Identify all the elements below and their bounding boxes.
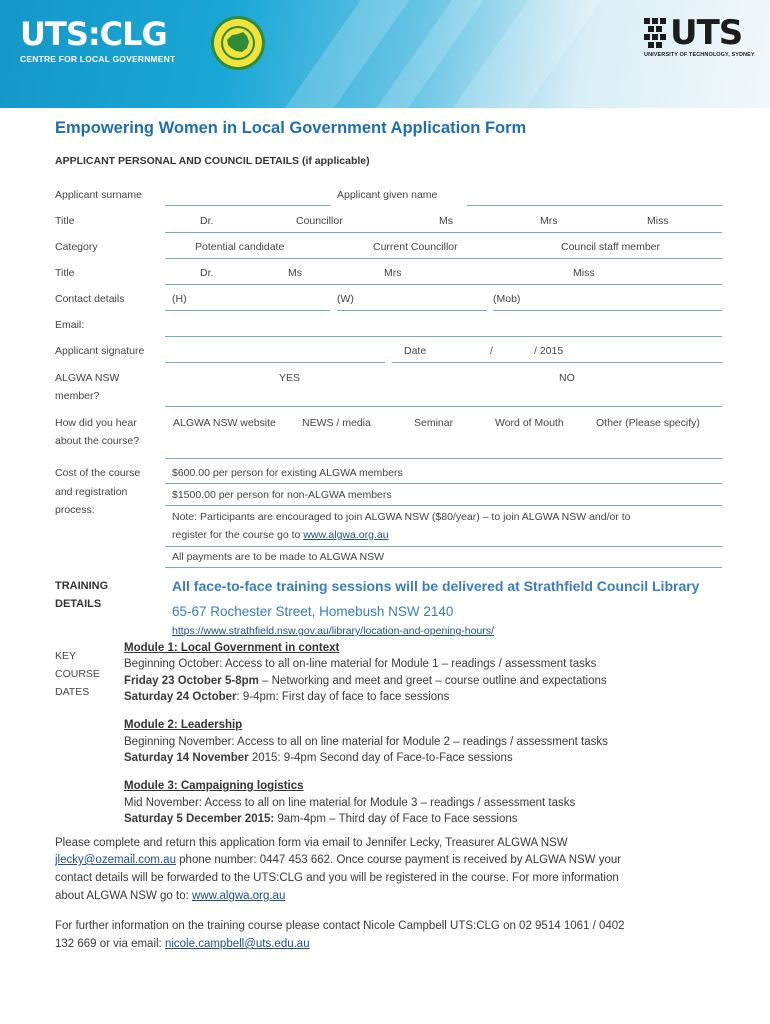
footer-algwa-link[interactable]: www.algwa.org.au: [192, 890, 286, 902]
given-name-label: Applicant given name: [337, 189, 438, 201]
module3-heading: Module 3: Campaigning logistics: [124, 780, 304, 792]
hear-row-rule: [165, 458, 722, 459]
title2-row-rule: [165, 284, 722, 285]
uts-clg-logo-text: UTS:CLG: [20, 15, 167, 53]
module1-line2-date: Friday 23 October 5-8pm: [124, 675, 259, 687]
module2-line2-text: 2015: 9-4pm Second day of Face-to-Face sessions: [248, 752, 513, 764]
module1-line3-date: Saturday 24 October: [124, 691, 237, 703]
module1-line3-text: : 9-4pm: First day of face to face sessions: [236, 691, 450, 703]
uts-clg-logo[interactable]: [20, 15, 176, 64]
uts-logo-subtitle: UNIVERSITY OF TECHNOLOGY, SYDNEY: [644, 52, 755, 58]
surname-label: Applicant surname: [55, 189, 142, 201]
cost-member-price: $600.00 per person for existing ALGWA members: [172, 467, 403, 479]
hear-option-other[interactable]: Other (Please specify): [596, 417, 700, 429]
category-option-potential-candidate[interactable]: Potential candidate: [195, 241, 285, 253]
venue-address: 65-67 Rochester Street, Homebush NSW 2140: [172, 604, 454, 619]
category-option-council-staff[interactable]: Council staff member: [561, 241, 661, 253]
cost-rule-3: [165, 546, 722, 547]
algwa-member-yes[interactable]: YES: [279, 372, 301, 384]
module3-line2-date: Saturday 5 December 2015:: [124, 813, 275, 825]
module2-line1: Beginning November: Access to all on line material for Module 2 – readings / assessment tasks: [124, 736, 608, 748]
uts-logo[interactable]: [644, 13, 755, 58]
contact-mobile-field[interactable]: [493, 310, 722, 311]
title-option-ms[interactable]: Ms: [439, 215, 453, 227]
algwa-seal-icon: [210, 15, 266, 71]
date-field[interactable]: [392, 362, 722, 363]
cost-payment-note: All payments are to be made to ALGWA NSW: [172, 551, 385, 563]
algwa-member-label-line2: member?: [55, 390, 100, 402]
algwa-website-link[interactable]: www.algwa.org.au: [303, 529, 389, 541]
hear-option-news[interactable]: NEWS / media: [302, 417, 371, 429]
footer-p1-line1: Please complete and return this application form via email to Jennifer Lecky, Treasurer ALGWA NSW: [55, 837, 568, 849]
title-label: Title: [55, 215, 75, 227]
date-separator-1: /: [490, 345, 493, 357]
cost-rule-2: [165, 505, 722, 506]
hear-option-website[interactable]: ALGWA NSW website: [173, 417, 276, 429]
jlecky-email-link[interactable]: jlecky@ozemail.com.au: [55, 854, 176, 866]
hear-option-word-of-mouth[interactable]: Word of Mouth: [495, 417, 564, 429]
category-row-rule: [165, 258, 722, 259]
module3-line2-text: 9am-4pm – Third day of Face to Face sessions: [274, 813, 518, 825]
cost-note-text: register for the course go to: [172, 529, 304, 541]
module3-line2: [124, 813, 518, 825]
date-label: Date: [404, 345, 427, 357]
contact-home-label: (H): [172, 293, 187, 305]
footer-p1-line2: [55, 854, 621, 866]
title-option-mrs[interactable]: Mrs: [540, 215, 558, 227]
cost-note-line2: [172, 529, 389, 541]
venue-heading: All face-to-face training sessions will be delivered at Strathfield Council Library: [172, 578, 700, 594]
algwa-member-label-line1: ALGWA NSW: [55, 372, 120, 384]
given-name-field[interactable]: [467, 205, 722, 206]
section-heading: APPLICANT PERSONAL AND COUNCIL DETAILS (if applicable): [55, 155, 370, 167]
title-option-dr[interactable]: Dr.: [200, 215, 214, 227]
contact-mobile-label: (Mob): [493, 293, 521, 305]
nicole-email-link[interactable]: nicole.campbell@uts.edu.au: [164, 938, 310, 950]
cost-label-line1: Cost of the course: [55, 467, 141, 479]
cost-nonmember-price: $1500.00 per person for non-ALGWA members: [172, 489, 392, 501]
module1-line2: [124, 675, 607, 687]
email-label: Email:: [55, 319, 85, 331]
hear-label-line1: How did you hear: [55, 417, 137, 429]
venue-link[interactable]: https://www.strathfield.nsw.gov.au/library/location-and-opening-hours/: [172, 625, 494, 637]
algwa-row-rule: [165, 406, 722, 407]
category-option-current-councillor[interactable]: Current Councillor: [373, 241, 458, 253]
title2-option-dr[interactable]: Dr.: [200, 267, 214, 279]
form-title: Empowering Women in Local Government Application Form: [55, 119, 527, 137]
algwa-member-no[interactable]: NO: [559, 372, 575, 384]
cost-label-line3: process:: [55, 504, 95, 516]
footer-p1-line3: contact details will be forwarded to the UTS:CLG and you will be registered in the course. For more information: [55, 872, 619, 884]
title2-option-mrs[interactable]: Mrs: [384, 267, 402, 279]
cost-note-line1: Note: Participants are encouraged to join ALGWA NSW ($80/year) – to join ALGWA NSW and/or to: [172, 511, 631, 523]
footer-p2-line2: [55, 938, 310, 950]
footer-p1-line2-text: phone number: 0447 453 662. Once course payment is received by ALGWA NSW your: [175, 854, 622, 866]
cost-rule-4: [165, 567, 722, 568]
footer-p1-line4: [55, 890, 285, 902]
module1-heading: Module 1: Local Government in context: [124, 642, 340, 654]
email-field[interactable]: [165, 336, 722, 337]
hear-label-line2: about the course?: [55, 435, 140, 447]
footer-p1-line4-text: about ALGWA NSW go to:: [55, 890, 193, 902]
key-dates-label-line2: COURSE: [55, 668, 100, 680]
header-banner: [0, 0, 770, 108]
title-option-miss[interactable]: Miss: [647, 215, 669, 227]
module1-line3: [124, 691, 449, 703]
module1-line1: Beginning October: Access to all on-line material for Module 1 – readings / assessment tasks: [124, 658, 597, 670]
contact-home-field[interactable]: [165, 310, 330, 311]
key-dates-label-line3: DATES: [55, 686, 90, 698]
hear-option-seminar[interactable]: Seminar: [414, 417, 454, 429]
module2-line2-date: Saturday 14 November: [124, 752, 249, 764]
surname-field[interactable]: [165, 205, 330, 206]
date-separator-2: / 2015: [534, 345, 564, 357]
uts-clg-logo-subtitle: CENTRE FOR LOCAL GOVERNMENT: [20, 54, 176, 64]
title2-option-miss[interactable]: Miss: [573, 267, 595, 279]
contact-work-label: (W): [337, 293, 354, 305]
contact-work-field[interactable]: [337, 310, 487, 311]
title-row-rule: [165, 232, 722, 233]
title2-label: Title: [55, 267, 75, 279]
module3-line1: Mid November: Access to all on line material for Module 3 – readings / assessment tasks: [124, 797, 576, 809]
signature-label: Applicant signature: [55, 345, 145, 357]
cost-rule-1: [165, 483, 722, 484]
title-option-councillor[interactable]: Councillor: [296, 215, 343, 227]
footer-p2-line2-text: 132 669 or via email:: [55, 938, 165, 950]
title2-option-ms[interactable]: Ms: [288, 267, 302, 279]
cost-label-line2: and registration: [55, 486, 128, 498]
training-label-line2: DETAILS: [55, 598, 102, 610]
signature-field[interactable]: [165, 362, 385, 363]
uts-logo-text: UTS: [670, 13, 743, 53]
contact-label: Contact details: [55, 293, 125, 305]
module1-line2-text: – Networking and meet and greet – course outline and expectations: [258, 675, 607, 687]
category-label: Category: [55, 241, 98, 253]
module2-heading: Module 2: Leadership: [124, 719, 243, 731]
key-dates-label-line1: KEY: [55, 650, 77, 662]
uts-grid-icon: [644, 18, 666, 50]
module2-line2: [124, 752, 513, 764]
training-label-line1: TRAINING: [55, 580, 109, 592]
footer-p2-line1: For further information on the training course please contact Nicole Campbell UTS:CLG on 02 9514 1061 / 0402: [55, 920, 625, 932]
